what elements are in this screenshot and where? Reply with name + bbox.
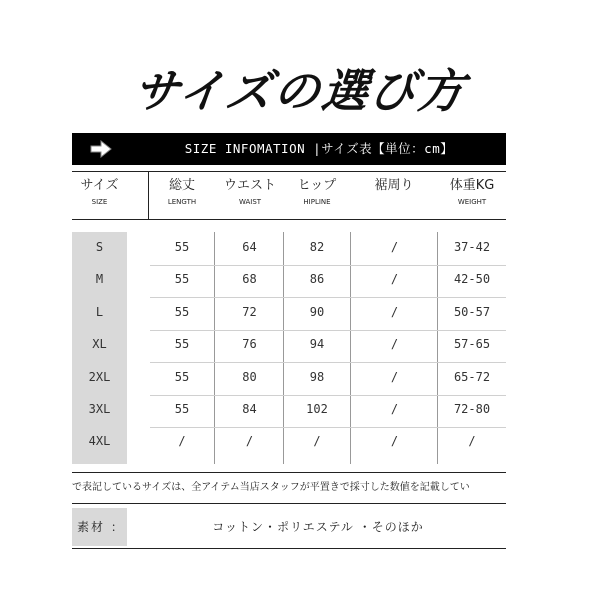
table-cell: 57-65 xyxy=(453,337,491,351)
table-cell: / xyxy=(390,370,399,384)
table-cell: / xyxy=(178,434,186,448)
header-waist: ウエスト WAIST xyxy=(223,178,276,206)
row-separator xyxy=(150,427,506,428)
row-separator xyxy=(150,330,506,331)
table-cell: 72-80 xyxy=(453,402,491,416)
row-separator xyxy=(150,265,506,266)
table-cell: 98 xyxy=(309,370,325,384)
header-bottom-rule xyxy=(72,219,506,220)
table-cell: 76 xyxy=(242,337,257,351)
size-label: S xyxy=(95,240,104,254)
material-label: 素材 ： xyxy=(72,508,127,546)
table-cell: 82 xyxy=(309,240,325,254)
material-value: コットン・ポリエステル ・そのほか xyxy=(212,520,424,534)
table-cell: / xyxy=(245,434,254,448)
row-separator xyxy=(150,297,506,298)
table-cell: 55 xyxy=(174,402,190,416)
row-separator xyxy=(150,395,506,396)
table-top-rule xyxy=(72,171,506,172)
table-cell: / xyxy=(390,272,399,286)
material-top-rule xyxy=(72,503,506,504)
table-cell: 102 xyxy=(306,402,328,416)
header-length: 総丈 LENGTH xyxy=(167,178,197,206)
size-label: XL xyxy=(92,337,107,351)
table-bottom-rule xyxy=(72,472,506,473)
header-divider xyxy=(148,171,149,219)
page-title: サイズの選び方 xyxy=(130,64,469,118)
table-cell: / xyxy=(390,402,399,416)
table-cell: 94 xyxy=(309,337,325,351)
table-cell: / xyxy=(390,337,399,351)
table-cell: 68 xyxy=(242,272,257,286)
header-weight: 体重KG WEIGHT xyxy=(449,178,495,206)
table-cell: 64 xyxy=(242,240,257,254)
size-label: 2XL xyxy=(88,370,111,384)
table-cell: 65-72 xyxy=(453,370,491,384)
table-cell: 55 xyxy=(174,337,190,351)
row-separator xyxy=(150,362,506,363)
header-hipline: ヒップ HIPLINE xyxy=(297,178,337,206)
table-cell: 80 xyxy=(242,370,257,384)
size-label: 3XL xyxy=(88,402,111,416)
size-label: M xyxy=(95,272,104,286)
banner-text: SIZE INFOMATION |サイズ表【単位：cm】 xyxy=(184,141,454,156)
table-cell: / xyxy=(313,434,321,448)
table-cell: / xyxy=(390,434,399,448)
size-info-banner xyxy=(72,133,506,165)
table-cell: 55 xyxy=(174,305,190,319)
table-cell: / xyxy=(390,240,399,254)
column-divider xyxy=(214,232,215,464)
table-cell: 55 xyxy=(174,272,190,286)
table-cell: 84 xyxy=(242,402,257,416)
table-cell: 90 xyxy=(309,305,325,319)
table-cell: 50-57 xyxy=(453,305,491,319)
measurement-note: で表記しているサイズは、全アイテム当店スタッフが平置きで採寸した数値を記載してい xyxy=(72,482,470,493)
table-cell: 37-42 xyxy=(453,240,491,254)
table-cell: 42-50 xyxy=(453,272,491,286)
column-divider xyxy=(350,232,351,464)
table-cell: 86 xyxy=(309,272,325,286)
header-hem: 裾周り xyxy=(374,178,414,193)
material-bottom-rule xyxy=(72,548,506,549)
table-cell: 55 xyxy=(174,240,190,254)
size-label: L xyxy=(95,305,104,319)
size-label: 4XL xyxy=(88,434,111,448)
table-cell: / xyxy=(390,305,399,319)
table-cell: 55 xyxy=(174,370,190,384)
table-cell: 72 xyxy=(242,305,257,319)
table-cell: / xyxy=(468,434,476,448)
header-size: サイズ SIZE xyxy=(80,178,119,206)
